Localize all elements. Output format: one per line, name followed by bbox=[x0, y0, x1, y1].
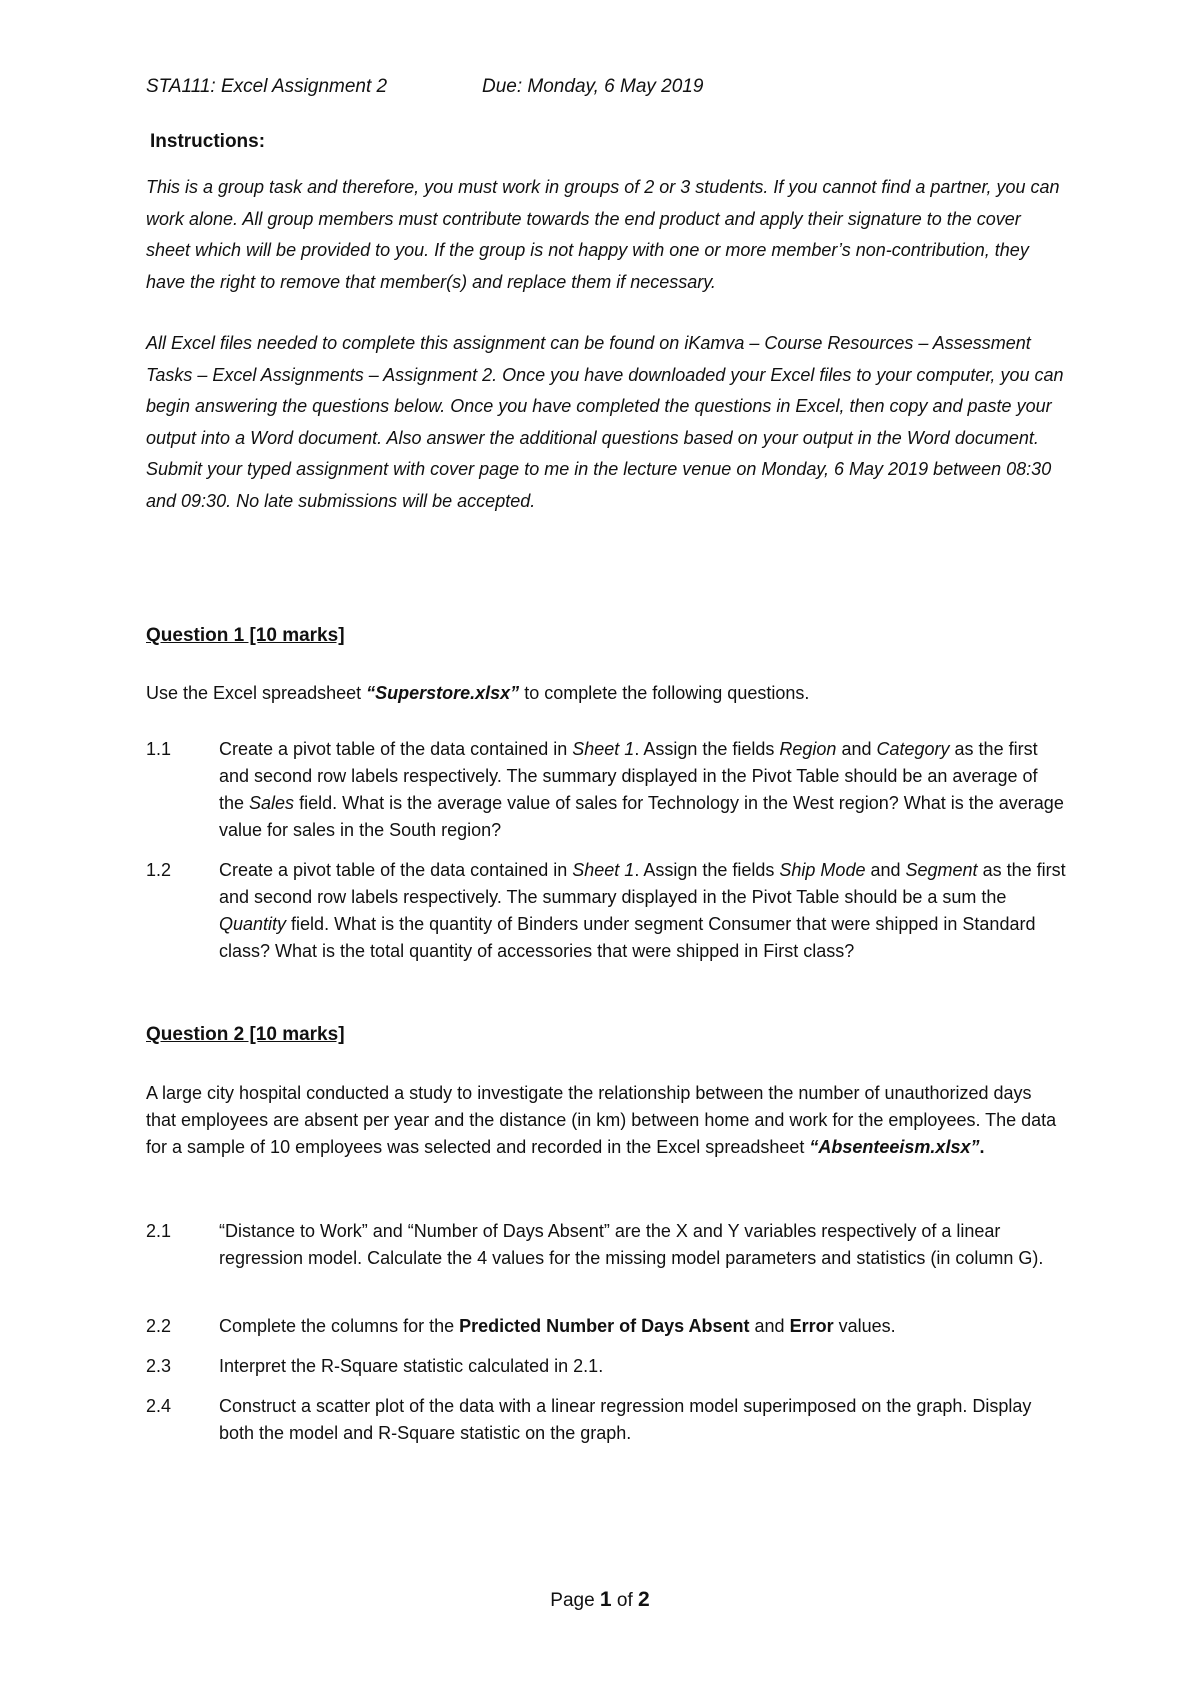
item-text: Complete the columns for the Predicted Number of Days Absent and Error values. bbox=[219, 1316, 896, 1336]
item-text: “Distance to Work” and “Number of Days Absent” are the X and Y variables respectively of a linear regression model. Calculate the 4 values for the missing model parameters and statistics (in column G). bbox=[219, 1221, 1044, 1268]
question-2-intro: A large city hospital conducted a study to investigate the relationship between the number of unauthorized days that employees are absent per year and the distance (in km) between home and work for the employees. The data for a sample of 10 employees was selected and recorded in the Excel spreadsheet “Absenteeism.xlsx”. bbox=[146, 1083, 1057, 1157]
question-2-4 bbox=[146, 1393, 1066, 1447]
item-number: 2.4 bbox=[146, 1396, 172, 1416]
course-title: STA111: Excel Assignment 2 bbox=[146, 76, 388, 97]
footer-page-number: 1 bbox=[599, 1588, 612, 1611]
instructions-heading: Instructions: bbox=[150, 131, 266, 152]
q2-intro-text: A large city hospital conducted a study to investigate the relationship between the number of unauthorized days that employees are absent per year and the distance (in km) between home and work for the employees. The data for a sample of 10 employees was selected and recorded in the Excel spreadsheet bbox=[146, 1083, 1057, 1157]
instructions-paragraph-1: This is a group task and therefore, you must work in groups of 2 or 3 students. If you cannot find a partner, you can work alone. All group members must contribute towards the end product and apply their signature to the cover sheet which will be provided to you. If the group is not happy with one or more member’s non-contribution, they have the right to remove that member(s) and replace them if necessary. bbox=[146, 177, 1060, 292]
item-number: 2.3 bbox=[146, 1356, 172, 1376]
question-1-2 bbox=[146, 857, 1066, 965]
footer-of-word: of bbox=[616, 1590, 633, 1611]
question-2-2 bbox=[146, 1313, 1066, 1340]
question-2-1 bbox=[146, 1218, 1066, 1272]
footer-page-word: Page bbox=[550, 1590, 595, 1611]
page-header bbox=[146, 76, 704, 98]
due-date: Due: Monday, 6 May 2019 bbox=[482, 76, 704, 97]
item-text: Construct a scatter plot of the data with a linear regression model superimposed on the graph. Display both the model and R-Square statistic on the graph. bbox=[219, 1396, 1032, 1443]
question-2-3 bbox=[146, 1353, 1066, 1380]
item-text: Create a pivot table of the data contained in Sheet 1. Assign the fields Region and Category as the first and second row labels respectively. The summary displayed in the Pivot Table should be an average of the Sales field. What is the average value of sales for Technology in the West region? What is the average value for sales in the South region? bbox=[219, 739, 1064, 840]
item-number: 2.2 bbox=[146, 1316, 172, 1336]
q1-intro-text-end: to complete the following questions. bbox=[519, 683, 810, 703]
question-1-1 bbox=[146, 736, 1066, 844]
item-number: 1.2 bbox=[146, 860, 172, 880]
item-text: Interpret the R-Square statistic calculated in 2.1. bbox=[219, 1356, 604, 1376]
question-2-heading: Question 2 [10 marks] bbox=[146, 1024, 345, 1045]
page-footer bbox=[0, 1588, 1200, 1612]
question-1-intro bbox=[146, 680, 1066, 707]
q1-intro-text: Use the Excel spreadsheet bbox=[146, 683, 367, 703]
q1-intro-file: “Superstore.xlsx” bbox=[366, 683, 520, 703]
footer-page-total: 2 bbox=[638, 1588, 650, 1611]
question-1-heading: Question 1 [10 marks] bbox=[146, 625, 345, 646]
item-number: 2.1 bbox=[146, 1221, 172, 1241]
item-text: Create a pivot table of the data contained in Sheet 1. Assign the fields Ship Mode and Segment as the first and second row labels respectively. The summary displayed in the Pivot Table should be a sum the Quantity field. What is the quantity of Binders under segment Consumer that were shipped in Standard class? What is the total quantity of accessories that were shipped in First class? bbox=[219, 860, 1066, 961]
item-number: 1.1 bbox=[146, 739, 172, 759]
q2-intro-file: “Absenteeism.xlsx” bbox=[809, 1137, 980, 1157]
instructions-paragraph-2: All Excel files needed to complete this assignment can be found on iKamva – Course Resources – Assessment Tasks – Excel Assignments – Assignment 2. Once you have downloaded your Excel files to your computer, you can begin answering the questions below. Once you have completed the questions in Excel, then copy and paste your output into a Word document. Also answer the additional questions based on your output in the Word document. Submit your typed assignment with cover page to me in the lecture venue on Monday, 6 May 2019 between 08:30 and 09:30. No late submissions will be accepted. bbox=[146, 333, 1064, 511]
